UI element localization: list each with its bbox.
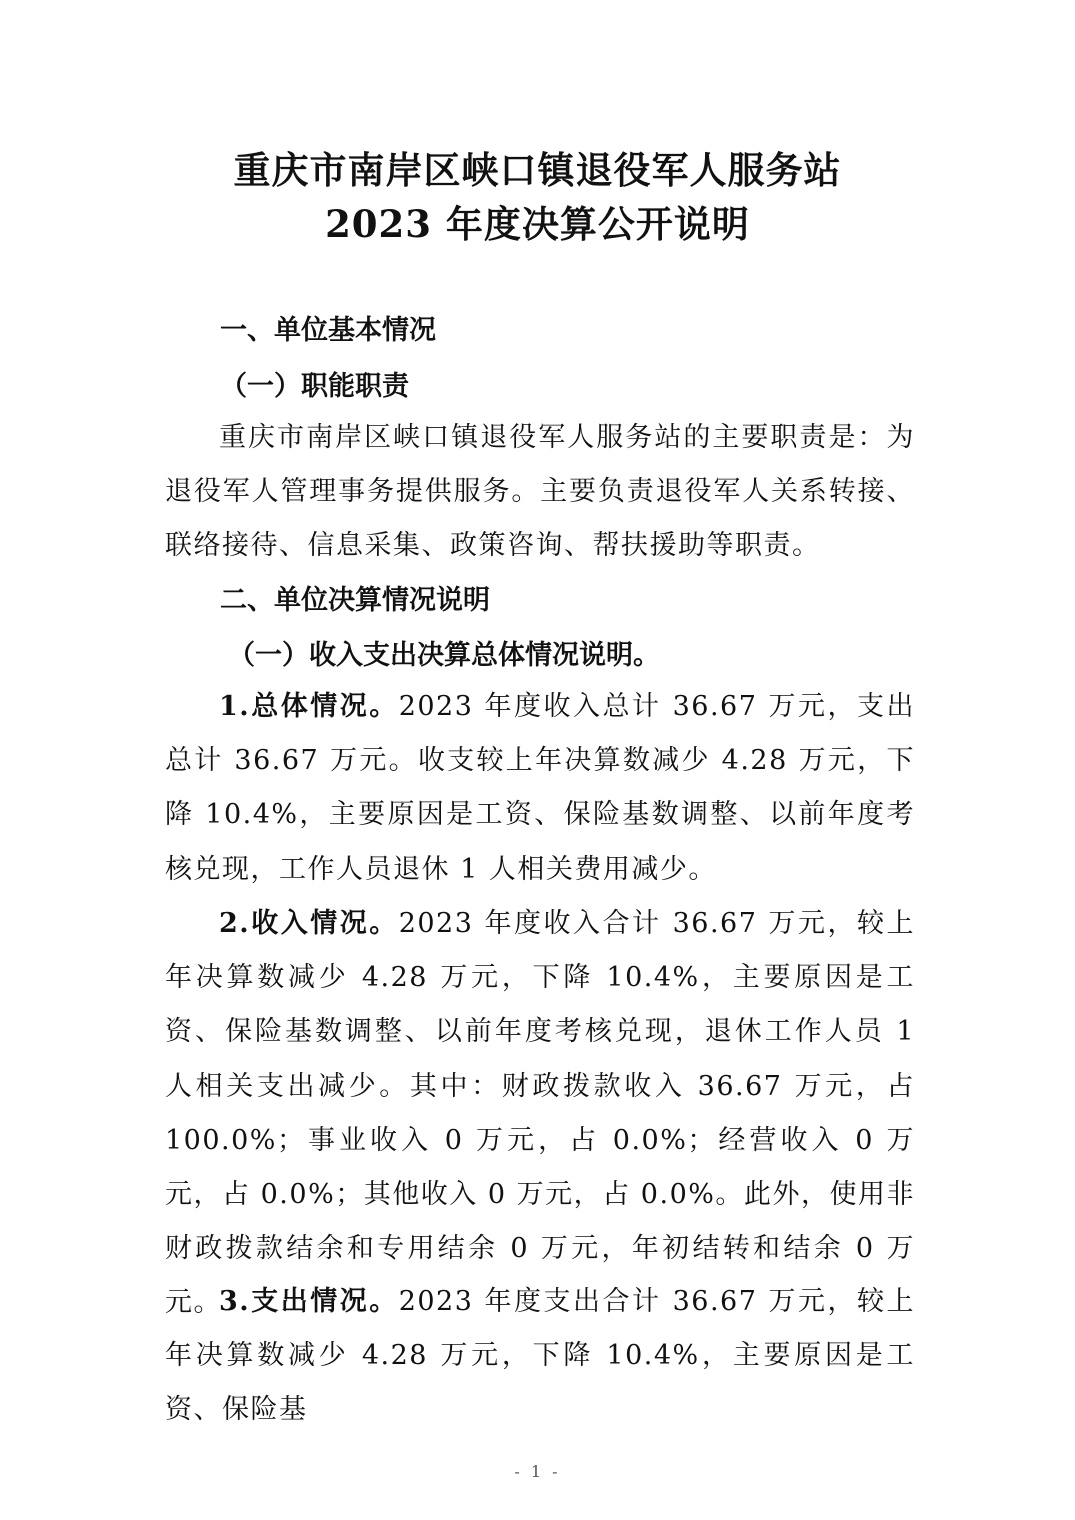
paragraph-income bbox=[165, 897, 915, 1331]
paragraph-overall bbox=[165, 680, 915, 897]
paragraph-text: 2023 年度收入合计 36.67 万元，较上年决算数减少 4.28 万元，下降 10.4%，主要原因是工资、保险基数调整、以前年度考核兑现，退休工作人员 1 人相关支出减少。其中：财政拨款收入 36.67 万元，占 100.0%；事业收入 0 万元，占 0.0%；经营收入 0 万元，占 0.0%；其他收入 0 万元，占 0.0%。此外，使用非财政拨款结余和专用结余 0 万元，年初结转和结余 0 万元。 bbox=[165, 908, 915, 1319]
paragraph-text: 2023 年度支出合计 36.67 万元，较上年决算数减少 4.28 万元，下降 10.4%，主要原因是工资、保险基 bbox=[165, 1286, 915, 1426]
paragraph-functions: 重庆市南岸区峡口镇退役军人服务站的主要职责是：为退役军人管理事务提供服务。主要负责退役军人关系转接、联络接待、信息采集、政策咨询、帮扶援助等职责。 bbox=[165, 422, 915, 562]
paragraph-lead: 1.总体情况。 bbox=[219, 691, 399, 722]
document-title-line1: 重庆市南岸区峡口镇退役军人服务站 bbox=[233, 148, 842, 192]
subsection-heading-overview: （一）收入支出决算总体情况说明。 bbox=[228, 640, 660, 671]
section-heading-final-accounts: 二、单位决算情况说明 bbox=[220, 585, 490, 616]
page-number: - 1 - bbox=[514, 1462, 561, 1481]
paragraph-lead: 2.收入情况。 bbox=[219, 908, 399, 939]
paragraph-expenditure bbox=[165, 1275, 915, 1438]
document-title-line2: 2023 年度决算公开说明 bbox=[325, 202, 750, 246]
subsection-heading-functions: （一）职能职责 bbox=[220, 371, 409, 402]
paragraph-lead: 3.支出情况。 bbox=[219, 1286, 399, 1317]
paragraph-text: 2023 年度收入总计 36.67 万元，支出总计 36.67 万元。收支较上年决算数减少 4.28 万元，下降 10.4%，主要原因是工资、保险基数调整、以前年度考核兑现，工作人员退休 1 人相关费用减少。 bbox=[165, 691, 915, 885]
section-heading-basic-info: 一、单位基本情况 bbox=[220, 315, 436, 346]
